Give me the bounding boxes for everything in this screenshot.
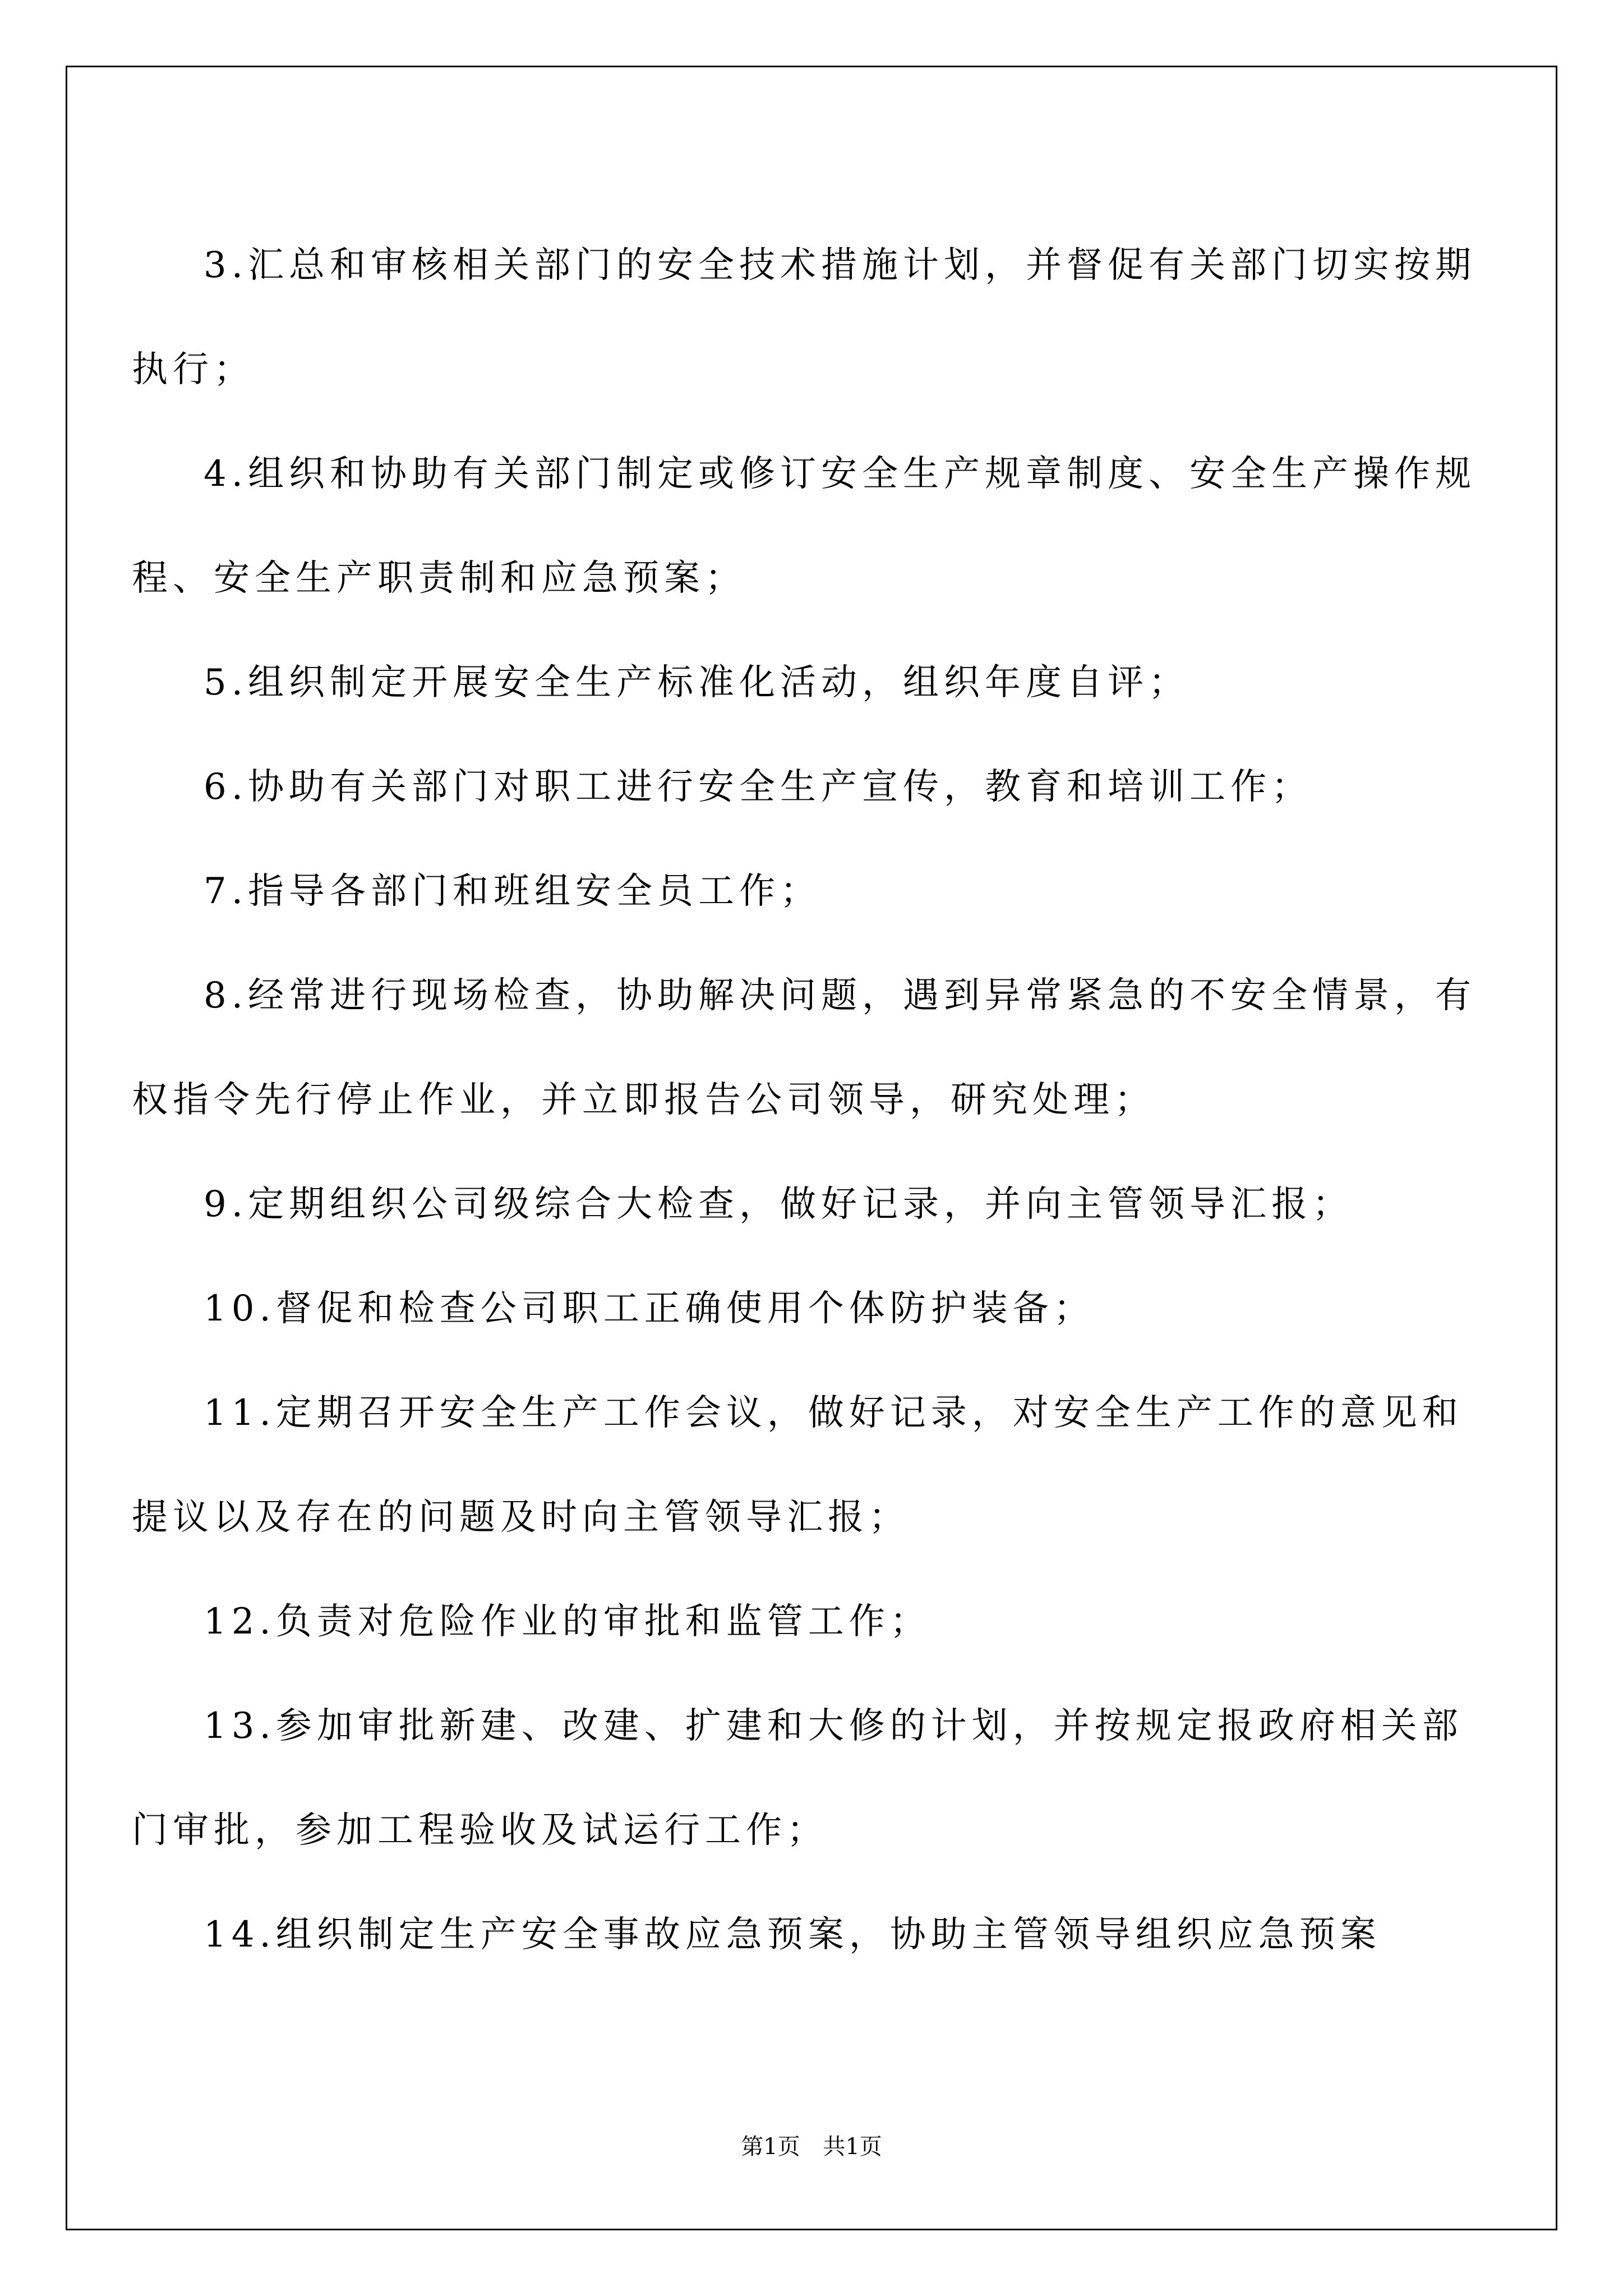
page-total: 共1页 <box>823 2134 882 2160</box>
paragraph-item-14: 14.组织制定生产安全事故应急预案，协助主管领导组织应急预案 <box>204 1914 1381 1955</box>
paragraph-item-10: 10.督促和检查公司职工正确使用个体防护装备； <box>204 1288 1095 1329</box>
paragraph-item-7: 7.指导各部门和班组安全员工作； <box>204 871 822 912</box>
paragraph-item-4: 4.组织和协助有关部门制定或修订安全生产规章制度、安全生产操作规程、安全生产职责制和应急预案； <box>132 453 1477 599</box>
paragraph-item-12: 12.负责对危险作业的审批和监管工作； <box>204 1601 931 1642</box>
document-body <box>132 213 1495 1987</box>
paragraph-item-11: 11.定期召开安全生产工作会议，做好记录，对安全生产工作的意见和提议以及存在的问题及时向主管领导汇报； <box>132 1392 1463 1538</box>
page-footer <box>0 2129 1623 2161</box>
paragraph-item-9: 9.定期组织公司级综合大检查，做好记录，并向主管领导汇报； <box>204 1184 1354 1225</box>
page-number: 第1页 <box>741 2134 800 2160</box>
paragraph-item-5: 5.组织制定开展安全生产标准化活动，组织年度自评； <box>204 662 1190 703</box>
paragraph-item-13: 13.参加审批新建、改建、扩建和大修的计划，并按规定报政府相关部门审批，参加工程验收及试运行工作； <box>132 1705 1463 1851</box>
paragraph-item-3: 3.汇总和审核相关部门的安全技术措施计划，并督促有关部门切实按期执行； <box>132 245 1477 390</box>
paragraph-item-6: 6.协助有关部门对职工进行安全生产宣传，教育和培训工作； <box>204 766 1313 808</box>
paragraph-item-8: 8.经常进行现场检查，协助解决问题，遇到异常紧急的不安全情景，有权指令先行停止作业，并立即报告公司领导，研究处理； <box>132 975 1477 1121</box>
